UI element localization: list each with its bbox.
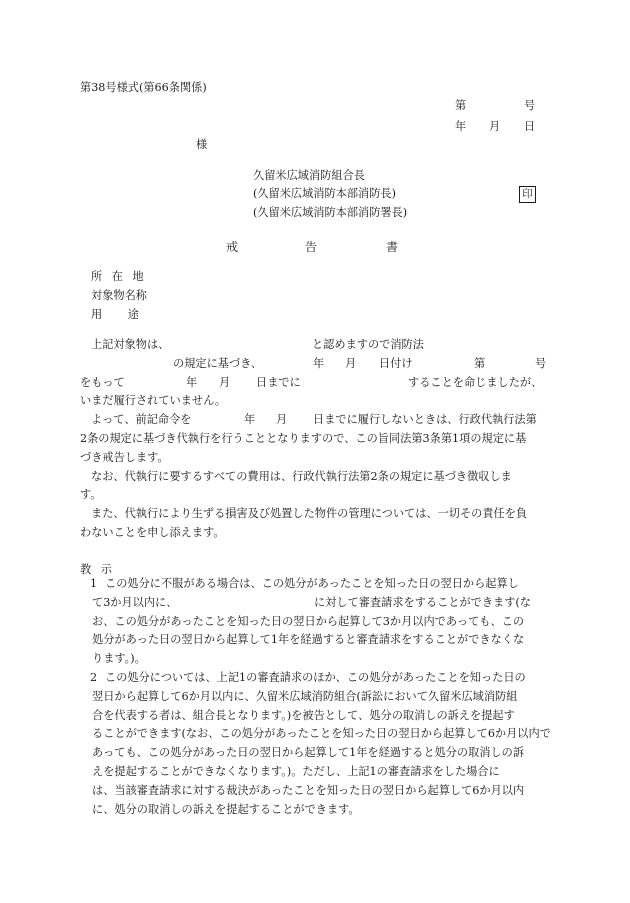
notice-text: お、この処分があったことを知った日の翌日から起算して3か月以内であっても、この bbox=[92, 614, 525, 628]
notice-item-2-line bbox=[80, 707, 560, 726]
body-line bbox=[80, 524, 553, 543]
notice-item-2-line bbox=[80, 688, 560, 707]
notice-item-2-line bbox=[80, 763, 560, 782]
body-line bbox=[80, 468, 553, 487]
body-text: 年 bbox=[244, 413, 256, 427]
issuer-line1: 久留米広域消防組合長 bbox=[253, 169, 365, 182]
notice-text: えを提起することができなくなります。)。ただし、上記1の審査請求をした場合に bbox=[92, 764, 500, 778]
body-line bbox=[80, 336, 553, 355]
body-line bbox=[80, 449, 553, 468]
notice-text: 翌日から起算して6か月以内に、久留米広域消防組合(訴訟において久留米広域消防組 bbox=[92, 689, 518, 703]
notice-item-2-line bbox=[80, 669, 560, 688]
doc-date-day: 日 bbox=[524, 120, 536, 133]
notice-text: この処分に不服がある場合は、この処分があったことを知った日の翌日から起算し bbox=[105, 577, 519, 590]
body-text: 号 bbox=[535, 356, 547, 370]
body-text: をもって bbox=[80, 375, 125, 389]
doc-number-suffix: 号 bbox=[524, 99, 536, 112]
body-text: 2条の規定に基づき代執行を行うこととなりますので、この旨同法第3条第1項の規定に基 bbox=[80, 431, 527, 445]
doc-date-month: 月 bbox=[489, 120, 501, 133]
body-line bbox=[80, 430, 553, 449]
notice-text: 処分があった日の翌日から起算して1年を経過すると審査請求をすることができなくな bbox=[92, 633, 525, 647]
notice-item-2-line bbox=[80, 801, 560, 820]
body-text: と認めますので消防法 bbox=[312, 338, 424, 351]
addressee-suffix: 様 bbox=[196, 138, 208, 151]
body-line bbox=[80, 374, 553, 393]
body-text: の規定に基づき、 bbox=[173, 356, 263, 370]
title-char-1: 戒 bbox=[226, 240, 239, 254]
notice-heading: 教 示 bbox=[80, 563, 112, 576]
notice-item-number: 1 bbox=[90, 577, 98, 590]
body-text: 上記対象物は、 bbox=[91, 338, 170, 351]
issuer-line3: (久留米広域消防本部消防署長) bbox=[253, 206, 408, 219]
body-line bbox=[80, 486, 553, 505]
notice-item-2-line bbox=[80, 782, 560, 801]
body-line bbox=[80, 355, 553, 374]
notice-item-1-line bbox=[80, 613, 560, 632]
body-text: また、代執行により生ずる損害及び処置した物件の管理については、一切その責任を負 bbox=[91, 507, 528, 521]
notice-item-1-line bbox=[80, 631, 560, 650]
notice-item-1-line bbox=[80, 575, 560, 594]
title-char-3: 書 bbox=[386, 240, 399, 254]
body-text: わないことを申し添えます。 bbox=[80, 525, 225, 539]
body-text: 年 bbox=[313, 356, 325, 370]
notice-item-1-line bbox=[80, 650, 560, 669]
notice-text: は、当該審査請求に対する裁決があったことを知った日の翌日から起算して6か月以内 bbox=[92, 783, 525, 797]
notice-text: に、処分の取消しの訴えを提起することができます。 bbox=[92, 802, 360, 816]
notice-text: ることができます(なお、この処分があったことを知った日の翌日から起算して6か月以内で bbox=[92, 727, 551, 741]
seal-mark: 印 bbox=[519, 186, 536, 203]
notice-text: に対して審査請求をすることができます(な bbox=[314, 595, 531, 609]
notice-text: ります。)。 bbox=[92, 652, 146, 666]
issuer-line2: (久留米広域消防本部消防長) bbox=[253, 187, 396, 200]
notice-item-number: 2 bbox=[90, 670, 98, 684]
body-text: づき戒告します。 bbox=[80, 450, 169, 464]
notice-text: あっても、この処分があった日の翌日から起算して1年を経過すると処分の取消しの訴 bbox=[92, 746, 525, 760]
object-name-label: 対象物名称 bbox=[91, 289, 147, 302]
body-text: 月 bbox=[219, 375, 231, 389]
use-label: 用 途 bbox=[91, 308, 139, 321]
body-text: なお、代執行に要するすべての費用は、行政代執行法第2条の規定に基づき徴収しま bbox=[91, 469, 512, 483]
notice-text: 合を代表する者は、組合長となります。)を被告として、処分の取消しの訴えを提起す bbox=[92, 708, 515, 722]
body-text: 日までに bbox=[256, 375, 301, 389]
doc-number-prefix: 第 bbox=[455, 99, 467, 112]
body-text: いまだ履行されていません。 bbox=[80, 394, 227, 408]
notice-item-1-line bbox=[80, 594, 560, 613]
body-text: することを命じましたが、 bbox=[408, 375, 543, 389]
location-label: 所 在 地 bbox=[91, 270, 144, 283]
body-text: 月 bbox=[276, 413, 288, 427]
body-line bbox=[80, 392, 553, 411]
body-text: 月 bbox=[345, 356, 357, 370]
notice-text: て3か月以内に、 bbox=[92, 595, 178, 609]
notice-items bbox=[80, 575, 560, 819]
body-text: 第 bbox=[474, 356, 486, 370]
notice-text: この処分については、上記1の審査請求のほか、この処分があったことを知った日の bbox=[105, 670, 526, 684]
body-line bbox=[80, 505, 553, 524]
body-text: 年 bbox=[186, 375, 198, 389]
body-line bbox=[80, 411, 553, 430]
warning-body bbox=[80, 336, 553, 543]
body-text: す。 bbox=[80, 488, 102, 502]
body-text: よって、前記命令を bbox=[91, 413, 192, 427]
notice-item-2-line bbox=[80, 725, 560, 744]
body-text: 日までに履行しないときは、行政代執行法第 bbox=[313, 413, 537, 427]
notice-item-2-line bbox=[80, 744, 560, 763]
form-label: 第38号様式(第66条関係) bbox=[80, 81, 207, 94]
body-text: 日付け bbox=[379, 356, 413, 370]
title-char-2: 告 bbox=[305, 240, 318, 254]
doc-date-year: 年 bbox=[455, 120, 467, 133]
